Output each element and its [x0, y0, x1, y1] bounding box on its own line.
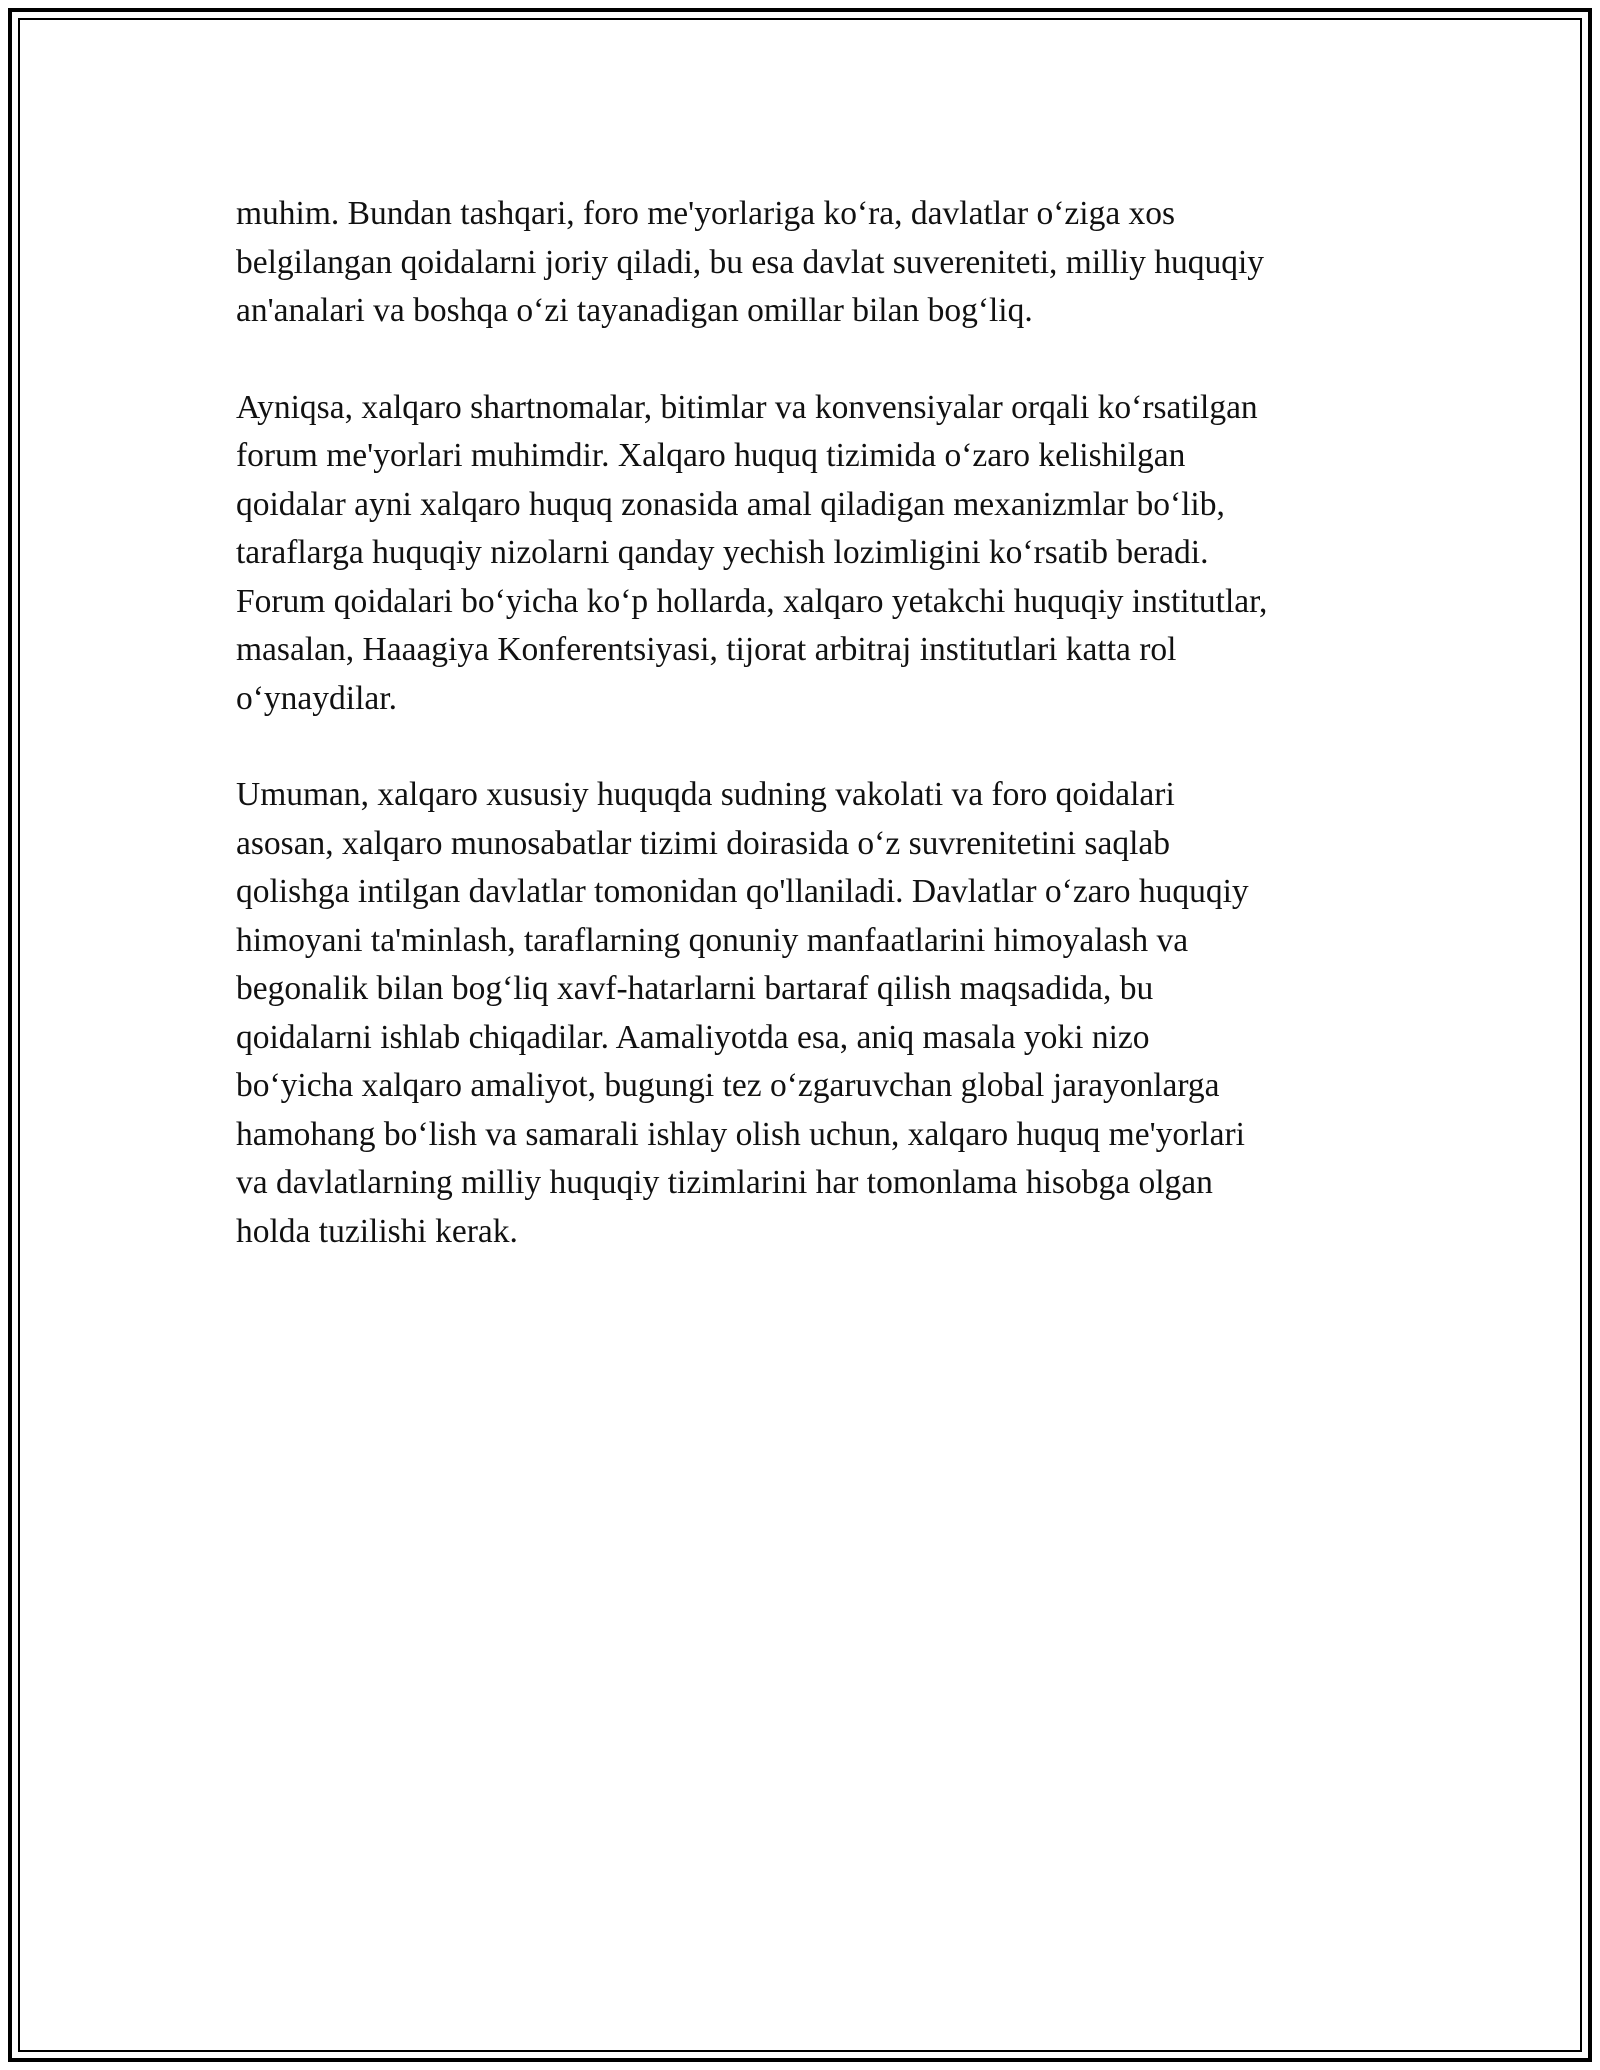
document-body [236, 190, 1376, 1304]
paragraph-2: Ayniqsa, xalqaro shartnomalar, bitimlar va konvensiyalar orqali ko‘rsatilgan forum me'yorlari muhimdir. Xalqaro huquq tizimida o‘zaro kelishilgan qoidalar ayni xalqaro huquq zonasida amal qiladigan mexanizmlar bo‘lib, taraflarga huquqiy nizolarni qanday yechish lozimligini ko‘rsatib beradi. Forum qoidalari bo‘yicha ko‘p hollarda, xalqaro yetakchi huquqiy institutlar, masalan, Haaagiya Konferentsiyasi, tijorat arbitraj institutlari katta rol o‘ynaydilar. [236, 388, 1268, 717]
paragraph-3: Umuman, xalqaro xususiy huquqda sudning vakolati va foro qoidalari asosan, xalqaro munosabatlar tizimi doirasida o‘z suvrenitetini saqlab qolishga intilgan davlatlar tomonidan qo'llaniladi. Davlatlar o‘zaro huquqiy himoyani ta'minlash, taraflarning qonuniy manfaatlarini himoyalash va begonalik bilan bog‘liq xavf-hatarlarni bartaraf qilish maqsadida, bu qoidalarni ishlab chiqadilar. Aamaliyotda esa, aniq masala yoki nizo bo‘yicha xalqaro amaliyot, bugungi tez o‘zgaruvchan global jarayonlarga hamohang bo‘lish va samarali ishlay olish uchun, xalqaro huquq me'yorlari va davlatlarning milliy huquqiy tizimlarini har tomonlama hisobga olgan holda tuzilishi kerak. [236, 776, 1249, 1250]
paragraph-1: muhim. Bundan tashqari, foro me'yorlariga ko‘ra, davlatlar o‘ziga xos belgilangan qoidalarni joriy qiladi, bu esa davlat suvereniteti, milliy huquqiy an'analari va boshqa o‘zi tayanadigan omillar bilan bog‘liq. [236, 195, 1265, 329]
